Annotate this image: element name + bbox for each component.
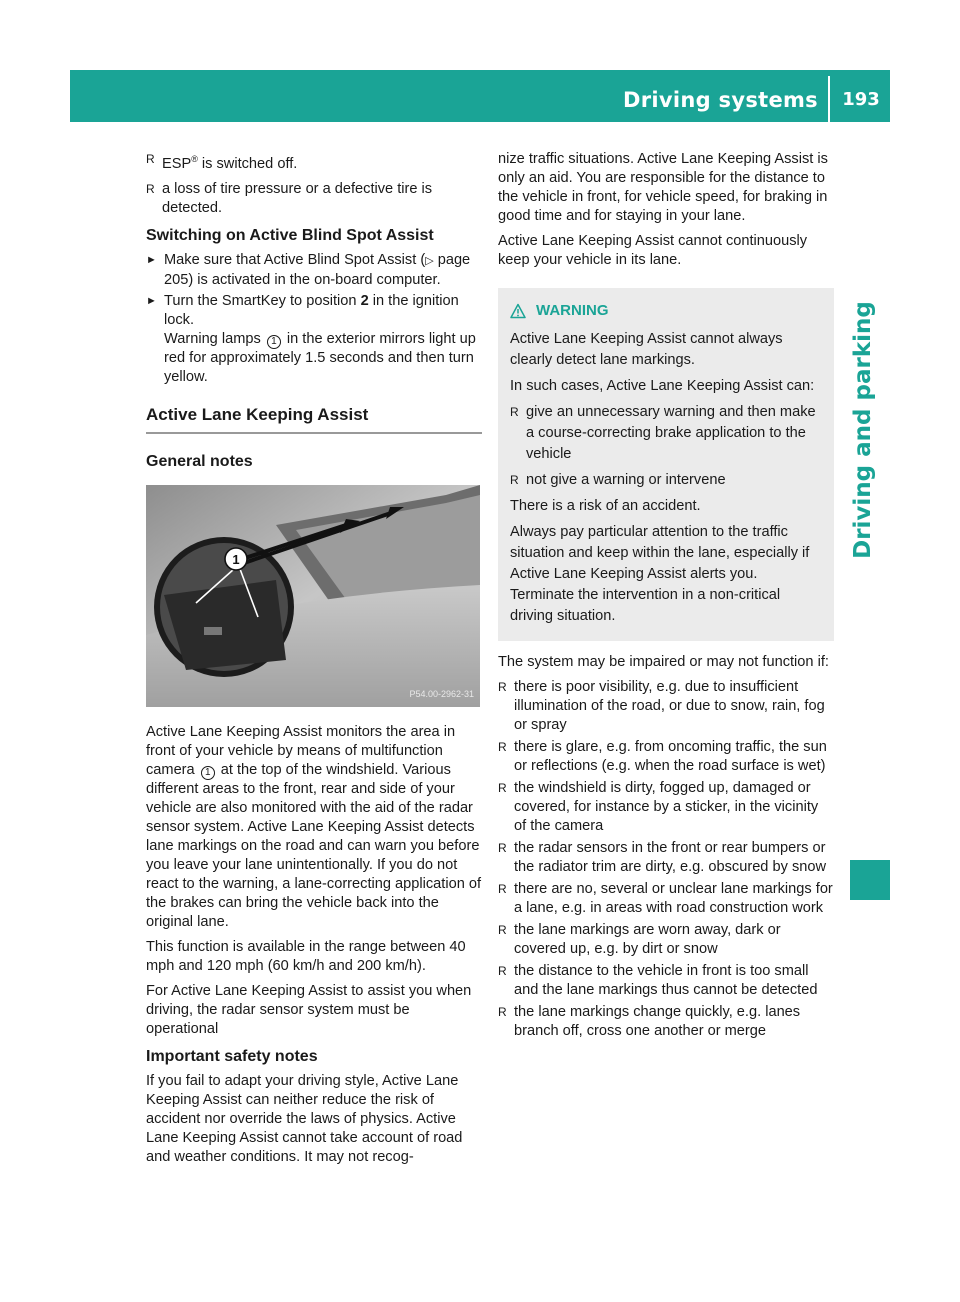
paragraph-impaired: The system may be impaired or may not function if: [498, 654, 829, 670]
chapter-tab-marker [850, 860, 890, 900]
heading-switching-on: Switching on Active Blind Spot Assist [146, 226, 434, 244]
subheading-general-notes: General notes [146, 452, 253, 470]
figure-callout-1: 1 [232, 551, 240, 567]
paragraph-range: This function is available in the range between 40 mph and 120 mph (60 km/h and 200 km/h). [146, 938, 466, 974]
list-item: R ESP® is switched off. [146, 152, 298, 172]
paragraph-continuation: nize traffic situations. Active Lane Keeping Assist is only an aid. You are responsible for the distance to the vehicle in front, for vehicle speed, for braking in good time and for staying in your lane. [498, 151, 828, 224]
warning-box [498, 288, 834, 641]
warning-text: Always pay particular attention to the traffic situation and keep within the lane, especially if Active Lane Keeping Assist alerts you. Terminate the intervention in a non-critical driving situation. [510, 524, 810, 624]
list-item: R give an unnecessary warning and then make a course-correcting brake application to the vehicle [510, 404, 816, 462]
subheading-safety-notes: Important safety notes [146, 1047, 318, 1065]
step-item: ► Turn the SmartKey to position 2 in the ignition lock. Warning lamps 1 in the exterior mirrors light up red for approximately 1.5 seconds and then turn yellow. [146, 292, 476, 385]
list-item: R the lane markings are worn away, dark or covered up, e.g. by dirt or snow [498, 922, 781, 957]
header-divider [828, 76, 830, 122]
warning-text: In such cases, Active Lane Keeping Assist can: [510, 378, 815, 394]
step-item: ► Make sure that Active Blind Spot Assist (▷ page 205) is activated in the on-board computer. [146, 251, 471, 288]
list-item: R not give a warning or intervene [510, 472, 726, 488]
page-ref-icon: ▷ [425, 254, 434, 267]
paragraph-safety: If you fail to adapt your driving style, Active Lane Keeping Assist can neither reduce the risk of accident nor override the laws of physics. Active Lane Keeping Assist cannot take account of road and weather conditions. It may not recog- [146, 1072, 463, 1165]
left-column [146, 150, 482, 1173]
warning-title: WARNING [536, 302, 609, 319]
chapter-tab [835, 165, 890, 695]
list-item: R a loss of tire pressure or a defective tire is detected. [146, 180, 433, 216]
callout-1-icon: 1 [201, 766, 215, 780]
warning-text: Active Lane Keeping Assist cannot always clearly detect lane markings. [510, 331, 783, 368]
impaired-list [498, 678, 834, 1041]
windshield-camera-image [146, 485, 480, 707]
page-header [70, 70, 890, 122]
list-item: R there are no, several or unclear lane markings for a lane, e.g. in areas with road construction work [498, 881, 833, 916]
figure-code: P54.00-2962-31 [409, 688, 474, 699]
paragraph-monitor: Active Lane Keeping Assist monitors the area in front of your vehicle by means of multifunction camera 1 at the top of the windshield. Various different areas to the front, rear and side of your vehicle are also monitored with the aid of the radar sensor system. Active Lane Keeping Assist detects lane markings on the road and can warn you before you leave your lane unintentionally. If you do not react to the warning, a lane-correcting application of the brakes can bring the vehicle back into the original lane. [146, 723, 482, 930]
warning-triangle-icon [510, 303, 526, 319]
paragraph-radar: For Active Lane Keeping Assist to assist you when driving, the radar sensor system must be operational [146, 982, 472, 1037]
section-heading: Active Lane Keeping Assist [146, 405, 482, 434]
car-windshield-illustration [146, 485, 480, 707]
section-title: Driving systems [622, 88, 818, 112]
paragraph-cannot-keep: Active Lane Keeping Assist cannot continuously keep your vehicle in its lane. [498, 233, 808, 268]
list-item: R there is glare, e.g. from oncoming traffic, the sun or reflections (e.g. when the road surface is wet) [498, 739, 827, 774]
list-item: R there is poor visibility, e.g. due to insufficient illumination of the road, or due to snow, rain, fog or spray [498, 679, 825, 733]
right-column [498, 150, 834, 1044]
chapter-tab-label: Driving and parking [849, 301, 876, 559]
list-item: R the windshield is dirty, fogged up, damaged or covered, for instance by a sticker, in the vicinity of the camera [498, 780, 819, 834]
list-item: R the distance to the vehicle in front is too small and the lane markings thus cannot be detected [498, 963, 818, 998]
warning-text: There is a risk of an accident. [510, 498, 701, 514]
list-item: R the radar sensors in the front or rear bumpers or the radiator trim are dirty, e.g. obscured by snow [498, 840, 827, 875]
list-item: R the lane markings change quickly, e.g. lanes branch off, cross one another or merge [498, 1004, 801, 1039]
callout-1-icon: 1 [267, 335, 281, 349]
page-number: 193 [842, 89, 880, 110]
